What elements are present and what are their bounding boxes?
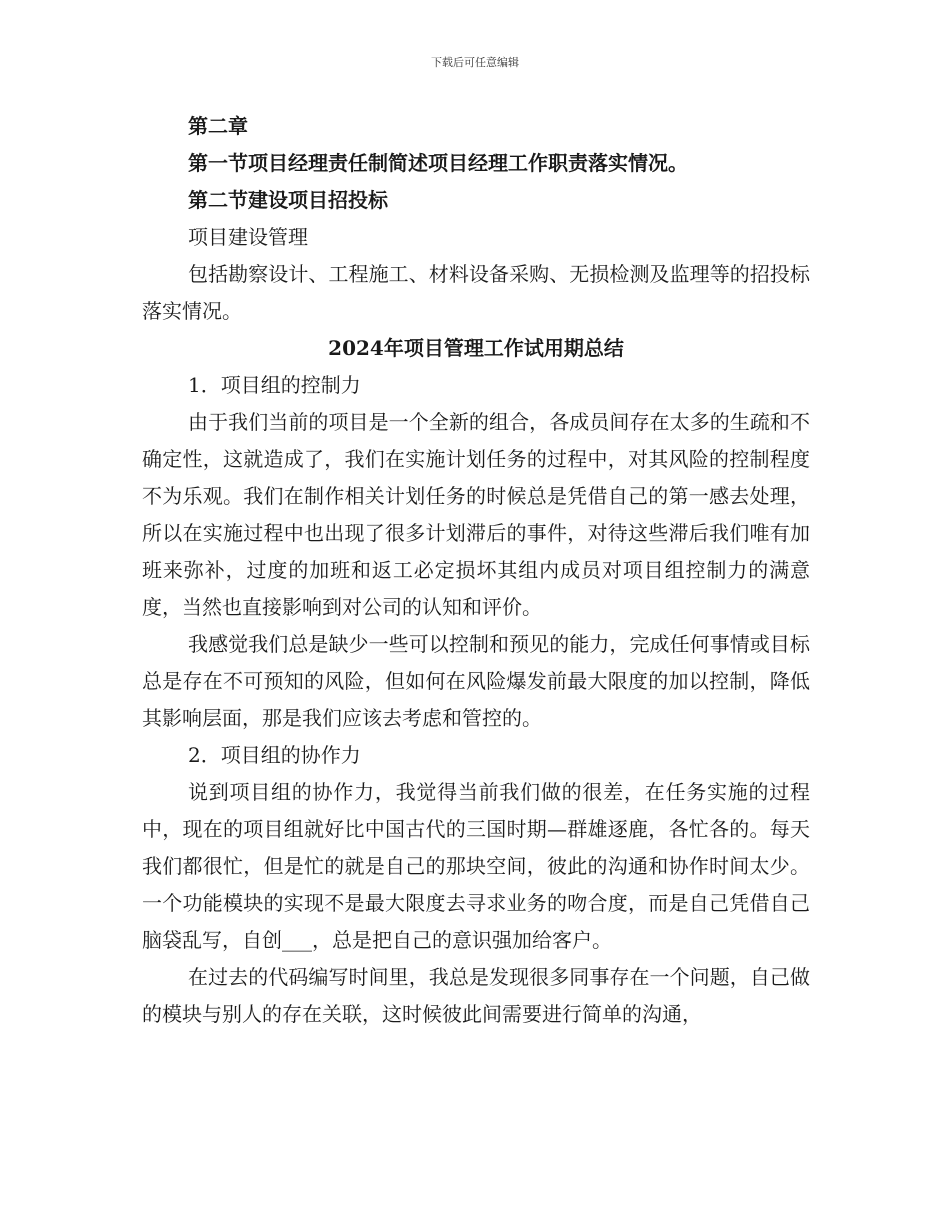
paragraph-bidding: 包括勘察设计、工程施工、材料设备采购、无损检测及监理等的招投标落实情况。 (142, 262, 810, 323)
item-label: 项目建设管理 (188, 225, 308, 249)
section-2-heading: 第二节建设项目招投标 (188, 188, 388, 212)
section-1-heading: 第一节项目经理责任制简述项目经理工作职责落实情况。 (188, 151, 688, 175)
document-title: 2024年项目管理工作试用期总结 (328, 336, 624, 360)
chapter-heading: 第二章 (188, 114, 248, 138)
subheading-control: 1．项目组的控制力 (188, 373, 361, 397)
page-header-note: 下载后可任意编辑 (431, 56, 519, 69)
subheading-collaboration: 2．项目组的协作力 (188, 743, 361, 767)
paragraph-collaboration-1: 说到项目组的协作力，我觉得当前我们做的很差，在任务实施的过程中，现在的项目组就好比中国古代的三国时期—群雄逐鹿，各忙各的。每天我们都很忙，但是忙的就是自己的那块空间，彼此的沟通和协作时间太少。一个功能模块的实现不是最大限度去寻求业务的吻合度，而是自己凭借自己脑袋乱写，自创___，总是把自己的意识强加给客户。 (142, 780, 810, 952)
paragraph-collaboration-2: 在过去的代码编写时间里，我总是发现很多同事存在一个问题，自己做的模块与别人的存在关联，这时候彼此间需要进行简单的沟通， (142, 965, 810, 1026)
paragraph-control-1: 由于我们当前的项目是一个全新的组合，各成员间存在太多的生疏和不确定性，这就造成了，我们在实施计划任务的过程中，对其风险的控制程度不为乐观。我们在制作相关计划任务的时候总是凭借自己的第一感去处理，所以在实施过程中也出现了很多计划滞后的事件，对待这些滞后我们唯有加班来弥补，过度的加班和返工必定损坏其组内成员对项目组控制力的满意度，当然也直接影响到对公司的认知和评价。 (142, 410, 810, 619)
document-body (142, 108, 810, 1033)
paragraph-control-2: 我感觉我们总是缺少一些可以控制和预见的能力，完成任何事情或目标总是存在不可预知的风险，但如何在风险爆发前最大限度的加以控制，降低其影响层面，那是我们应该去考虑和管控的。 (142, 632, 810, 730)
